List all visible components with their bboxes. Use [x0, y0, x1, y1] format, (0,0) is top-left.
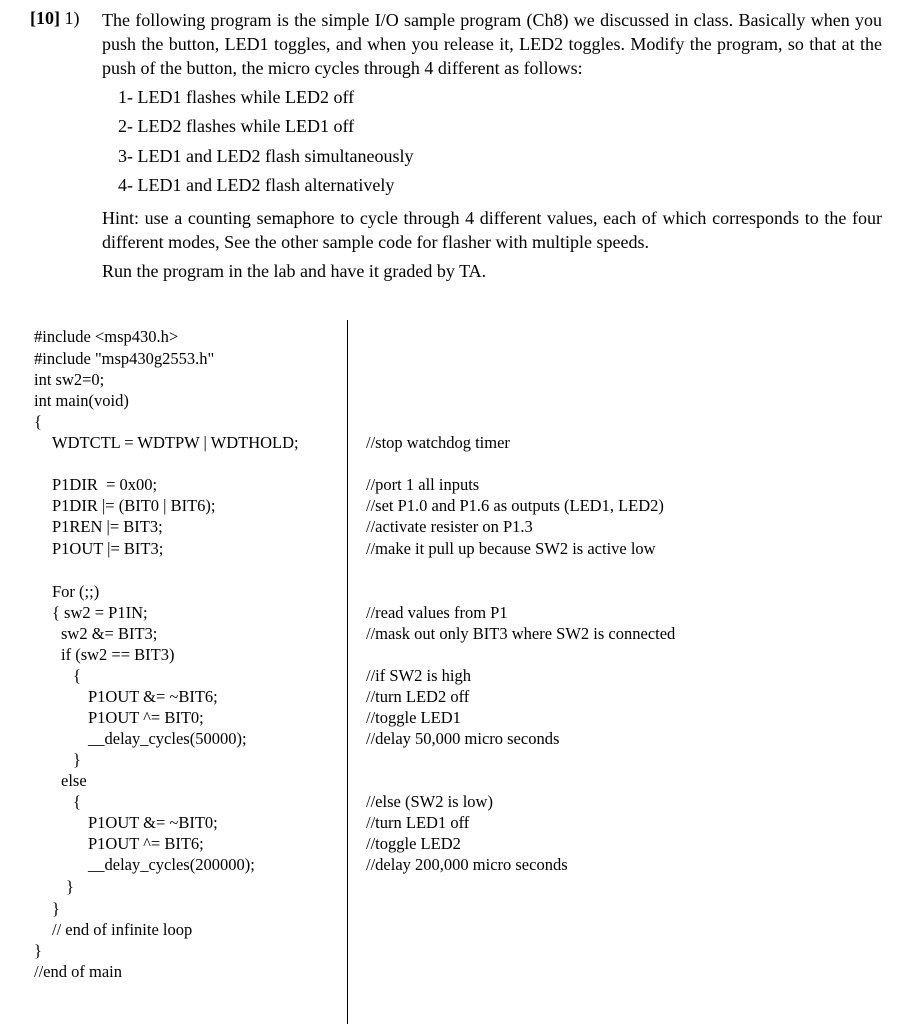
code-line: P1OUT ^= BIT0; [88, 708, 204, 727]
code-line: P1OUT ^= BIT6; [88, 834, 204, 853]
code-line: P1OUT &= ~BIT0; [88, 813, 218, 832]
code-comment: //delay 200,000 micro seconds [366, 855, 568, 874]
code-line: int main(void) [34, 391, 129, 410]
code-comment: //stop watchdog timer [366, 433, 510, 452]
code-line: __delay_cycles(50000); [88, 729, 247, 748]
code-line: else [61, 771, 87, 790]
code-line: P1OUT |= BIT3; [52, 539, 164, 558]
code-line: P1DIR = 0x00; [52, 475, 158, 494]
code-line: { [73, 666, 81, 685]
question-number: 1) [64, 8, 80, 28]
run-instruction: Run the program in the lab and have it graded by TA. [102, 261, 487, 281]
code-comment: //else (SW2 is low) [366, 792, 493, 811]
column-divider [347, 320, 348, 1024]
code-comment: //set P1.0 and P1.6 as outputs (LED1, LED2) [366, 496, 664, 515]
problem-intro: The following program is the simple I/O sample program (Ch8) we discussed in class. Basically when you push the button, LED1 toggles, and when you release it, LED2 toggles. Modify the program, so that at the push of the button, the micro cycles through 4 different as follows: [102, 10, 882, 78]
code-line: } [73, 750, 81, 769]
code-comment: //toggle LED2 [366, 834, 461, 853]
code-line: sw2 &= BIT3; [61, 624, 158, 643]
code-comment: //make it pull up because SW2 is active low [366, 539, 656, 558]
code-line: // end of infinite loop [52, 920, 193, 939]
mode-item: 3- LED1 and LED2 flash simultaneously [118, 146, 414, 166]
code-comment: //delay 50,000 micro seconds [366, 729, 560, 748]
code-comment: //read values from P1 [366, 603, 508, 622]
code-comment: //if SW2 is high [366, 666, 471, 685]
code-line: //end of main [34, 962, 122, 981]
code-line: } [66, 877, 74, 896]
hint-text: Hint: use a counting semaphore to cycle through 4 different values, each of which corresponds to the four different modes, See the other sample code for flasher with multiple speeds. [102, 208, 882, 252]
code-line: #include <msp430.h> [34, 327, 179, 346]
code-line: For (;;) [52, 582, 100, 601]
code-line: } [34, 941, 42, 960]
code-line: int sw2=0; [34, 370, 105, 389]
code-line: #include "msp430g2553.h" [34, 349, 215, 368]
code-line: P1DIR |= (BIT0 | BIT6); [52, 496, 216, 515]
code-line: { sw2 = P1IN; [52, 603, 148, 622]
code-line: { [34, 412, 42, 431]
code-comment: //turn LED2 off [366, 687, 470, 706]
code-comment: //port 1 all inputs [366, 475, 480, 494]
question-marks: [10] [30, 8, 60, 28]
code-line: P1REN |= BIT3; [52, 517, 163, 536]
mode-item: 4- LED1 and LED2 flash alternatively [118, 175, 395, 195]
code-line: { [73, 792, 81, 811]
code-line: } [52, 899, 60, 918]
code-line: P1OUT &= ~BIT6; [88, 687, 218, 706]
code-comment: //activate resister on P1.3 [366, 517, 533, 536]
code-comment: //toggle LED1 [366, 708, 461, 727]
mode-item: 1- LED1 flashes while LED2 off [118, 87, 355, 107]
question-label [30, 6, 80, 30]
code-line: __delay_cycles(200000); [88, 855, 255, 874]
code-comment: //turn LED1 off [366, 813, 470, 832]
code-comment: //mask out only BIT3 where SW2 is connected [366, 624, 676, 643]
code-line: WDTCTL = WDTPW | WDTHOLD; [52, 433, 299, 452]
code-line: if (sw2 == BIT3) [61, 645, 175, 664]
mode-item: 2- LED2 flashes while LED1 off [118, 116, 355, 136]
